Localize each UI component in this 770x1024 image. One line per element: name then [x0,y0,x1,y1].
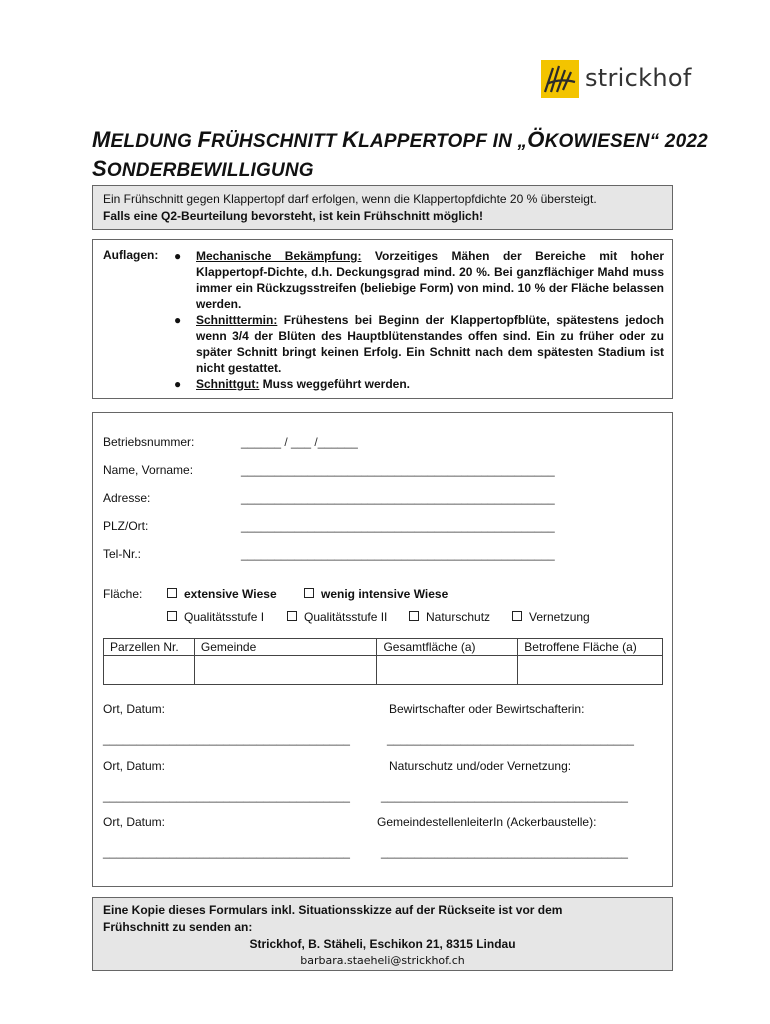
footer-email-link[interactable]: barbara.staeheli@strickhof.ch [300,954,465,967]
auflagen-item-schnitttermin: ● Schnitttermin: Frühestens bei Beginn der Klappertopfblüte, spätestens jedoch wenn 3/4 der Blüten des Hauptblütenstandes offen sind. Ein zu früher oder zu später Schnitt bringt keinen Erfolg. Ein Schnitt nach dem spätesten Stadium ist nicht gestattet. [174,313,664,375]
checkbox-icon[interactable] [512,611,522,621]
gemeindestellenleiter-signature-field[interactable]: _____________________________________ [381,845,628,859]
table-header-gemeinde: Gemeinde [194,639,377,656]
checkbox-qualitaetsstufe-1[interactable]: Qualitätsstufe I [167,610,264,624]
table-header-betroffene-flaeche: Betroffene Fläche (a) [518,639,663,656]
betriebsnummer-label: Betriebsnummer: [103,435,195,449]
checkbox-icon[interactable] [167,611,177,621]
info-line-2: Falls eine Q2-Beurteilung bevorsteht, ist kein Frühschnitt möglich! [103,209,484,223]
name-field[interactable]: _______________________________________________ [241,463,555,477]
adresse-field[interactable]: _______________________________________________ [241,491,555,505]
footer-line-2: Frühschnitt zu senden an: [103,920,253,934]
ort-datum-label-1: Ort, Datum: [103,702,166,716]
logo-mark-icon [541,60,579,98]
ort-datum-field-2[interactable]: _____________________________________ [103,789,350,803]
info-line-1: Ein Frühschnitt gegen Klappertopf darf erfolgen, wenn die Klappertopfdichte 20 % übersteigt. [103,192,597,206]
tel-label: Tel-Nr.: [103,547,142,561]
parzellen-table [103,638,663,685]
adresse-label: Adresse: [103,491,151,505]
name-label: Name, Vorname: [103,463,194,477]
tel-field[interactable]: _______________________________________________ [241,547,555,561]
checkbox-icon[interactable] [167,588,177,598]
bullet-icon: ● [174,377,182,391]
table-row [104,656,663,685]
strickhof-logo [541,58,692,102]
table-header-gesamtflaeche: Gesamtfläche (a) [377,639,518,656]
checkbox-icon[interactable] [409,611,419,621]
bewirtschafter-signature-field[interactable]: _____________________________________ [387,732,634,746]
table-cell-gesamtflaeche[interactable] [377,656,518,685]
auflagen-item-mechanisch: ● Mechanische Bekämpfung: Vorzeitiges Mähen der Bereiche mit hoher Klappertopf-Dichte, d.h. Deckungsgrad mind. 20 %. Bei ganzflächiger Mahd muss immer ein Rückzugsstreifen (beliebige Form) von mind. 10 % der Fläche belassen werden. [174,249,664,311]
plz-ort-label: PLZ/Ort: [103,519,149,533]
checkbox-icon[interactable] [304,588,314,598]
page-title [92,126,712,184]
ort-datum-field-1[interactable]: _____________________________________ [103,732,350,746]
table-header-parzellen: Parzellen Nr. [104,639,195,656]
footer-box [92,897,673,971]
table-cell-gemeinde[interactable] [194,656,377,685]
table-cell-parzellen[interactable] [104,656,195,685]
title-line-1: MELDUNG FRÜHSCHNITT KLAPPERTOPF IN „ÖKOWIESEN“ 2022 [92,127,708,152]
checkbox-wenig-intensive-wiese[interactable]: wenig intensive Wiese [304,587,448,601]
ort-datum-field-3[interactable]: _____________________________________ [103,845,350,859]
auflagen-item-schnittgut: ● Schnittgut: Muss weggeführt werden. [174,377,411,391]
gemeindestellenleiter-label: GemeindestellenleiterIn (Ackerbaustelle): [377,815,597,829]
naturschutz-signature-field[interactable]: _____________________________________ [381,789,628,803]
checkbox-naturschutz[interactable]: Naturschutz [409,610,490,624]
naturschutz-label: Naturschutz und/oder Vernetzung: [389,759,572,773]
auflagen-label: Auflagen: [103,248,159,262]
checkbox-icon[interactable] [287,611,297,621]
auflagen-box [92,239,673,399]
bullet-icon: ● [174,313,182,327]
info-box [92,185,673,230]
ort-datum-label-2: Ort, Datum: [103,759,166,773]
betriebsnummer-field[interactable]: ______ / ___ /______ [241,435,358,449]
auflagen-list [174,248,664,392]
table-cell-betroffene-flaeche[interactable] [518,656,663,685]
ort-datum-label-3: Ort, Datum: [103,815,166,829]
checkbox-extensive-wiese[interactable]: extensive Wiese [167,587,277,601]
table-header-row [104,639,663,656]
bewirtschafter-label: Bewirtschafter oder Bewirtschafterin: [389,702,585,716]
bullet-icon: ● [174,249,182,263]
checkbox-vernetzung[interactable]: Vernetzung [512,610,590,624]
title-line-2: SONDERBEWILLIGUNG [92,156,314,181]
checkbox-qualitaetsstufe-2[interactable]: Qualitätsstufe II [287,610,387,624]
plz-ort-field[interactable]: _______________________________________________ [241,519,555,533]
footer-line-1: Eine Kopie dieses Formulars inkl. Situationsskizze auf der Rückseite ist vor dem [103,903,563,917]
logo-text: strickhof [585,64,692,92]
form-box [92,412,673,887]
footer-address: Strickhof, B. Stäheli, Eschikon 21, 8315 Lindau [249,937,516,951]
flaeche-label: Fläche: [103,587,143,601]
